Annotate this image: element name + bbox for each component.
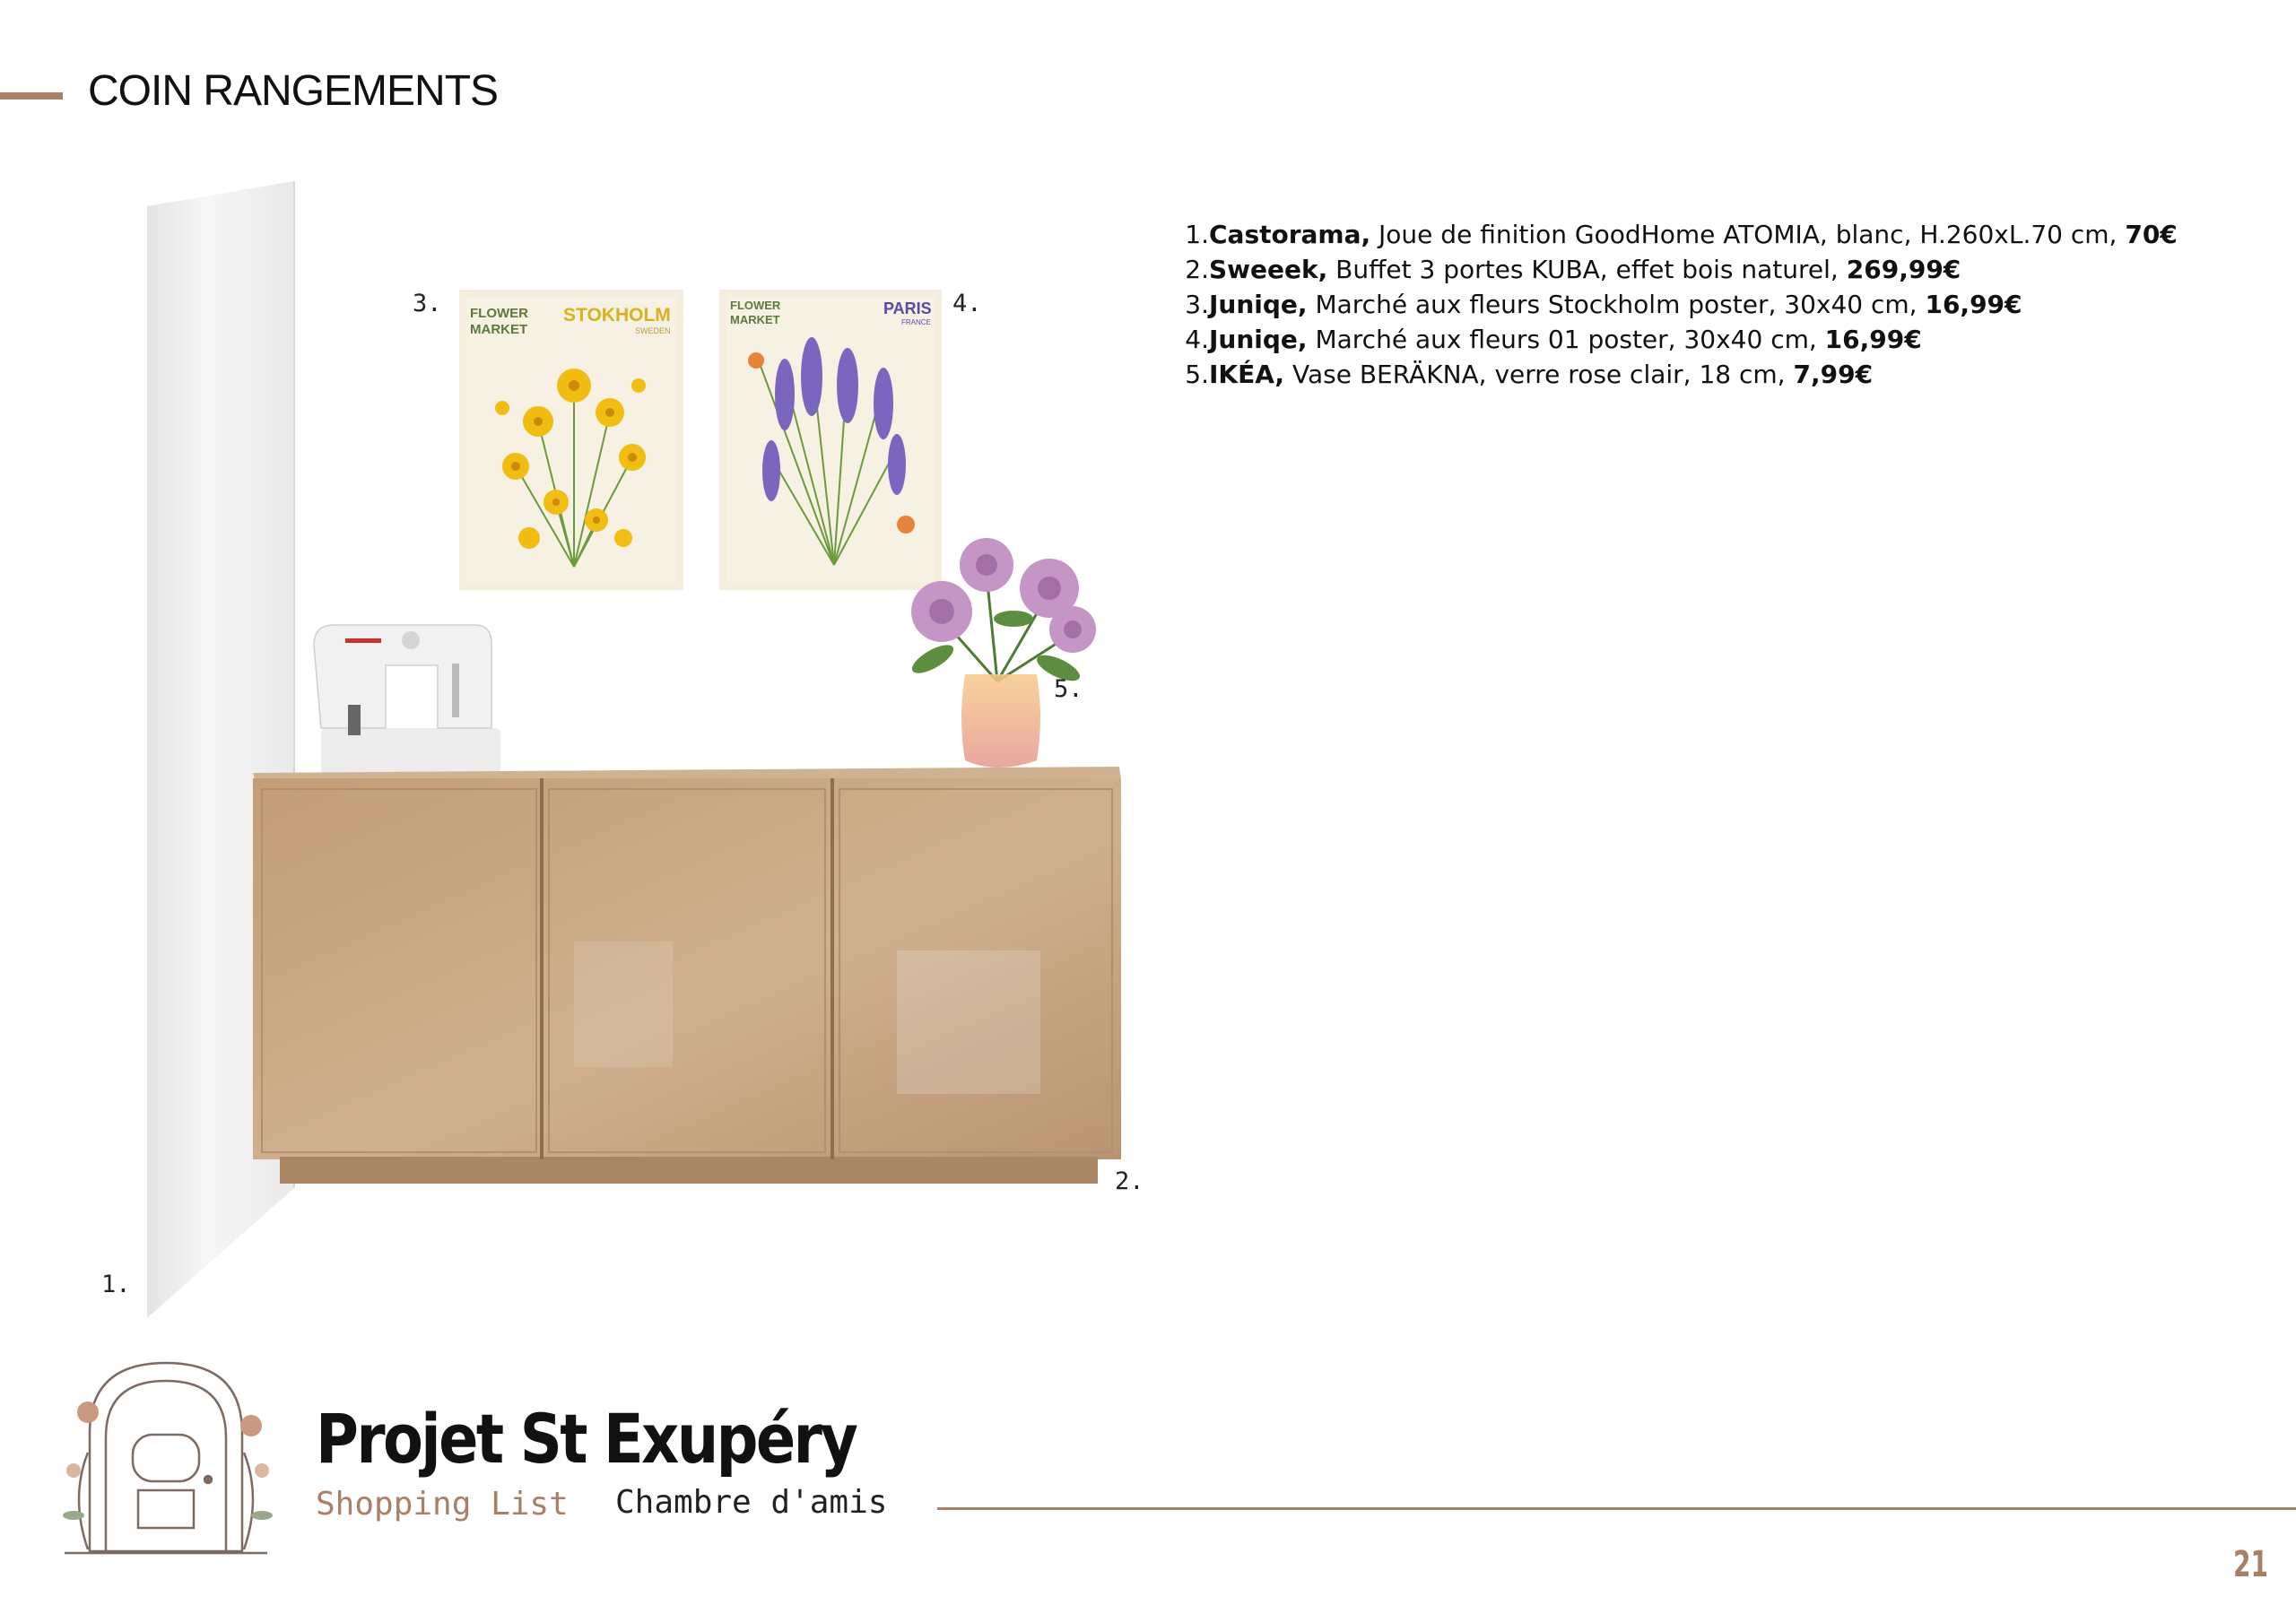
svg-text:MARKET: MARKET bbox=[730, 313, 780, 326]
poster-paris-right: PARIS bbox=[883, 299, 932, 317]
poster-stockholm bbox=[459, 290, 683, 590]
poster-paris-sub: FRANCE bbox=[901, 318, 931, 326]
shopping-item-list bbox=[1182, 217, 2178, 392]
poster-stockholm-right: STOKHOLM bbox=[563, 305, 671, 325]
label-5: 5. bbox=[1054, 675, 1083, 703]
project-title: Projet St Exupéry bbox=[316, 1399, 857, 1479]
list-item: 5.IKÉA, Vase BERÄKNA, verre rose clair, 18 cm, 7,99€ bbox=[1185, 360, 1874, 389]
poster-stockholm-sub: SWEDEN bbox=[635, 326, 671, 335]
label-3: 3. bbox=[413, 290, 442, 317]
svg-text:MARKET: MARKET bbox=[470, 322, 528, 337]
poster-paris bbox=[719, 290, 942, 590]
label-1: 1. bbox=[101, 1271, 131, 1298]
footer-subtitle: Shopping List bbox=[316, 1486, 569, 1523]
footer-room-name: Chambre d'amis bbox=[615, 1484, 888, 1521]
page-number: 21 bbox=[2233, 1544, 2268, 1585]
list-item: 1.Castorama, Joue de finition GoodHome ATOMIA, blanc, H.260xL.70 cm, 70€ bbox=[1185, 220, 2178, 249]
label-2: 2. bbox=[1115, 1167, 1144, 1195]
list-item: 2.Sweeek, Buffet 3 portes KUBA, effet bois naturel, 269,99€ bbox=[1185, 255, 1961, 284]
sewing-machine bbox=[314, 625, 500, 775]
door-emblem-logo bbox=[65, 1363, 267, 1553]
svg-text:FLOWER: FLOWER bbox=[730, 299, 781, 312]
list-item: 4.Juniqe, Marché aux fleurs 01 poster, 30x40 cm, 16,99€ bbox=[1185, 325, 1922, 354]
label-4: 4. bbox=[952, 290, 982, 317]
page-heading: COIN RANGEMENTS bbox=[88, 67, 499, 115]
poster-stockholm-left: FLOWER bbox=[470, 306, 528, 321]
sideboard bbox=[253, 767, 1121, 1184]
list-item: 3.Juniqe, Marché aux fleurs Stockholm poster, 30x40 cm, 16,99€ bbox=[1185, 290, 2022, 319]
footer-divider bbox=[937, 1507, 2296, 1510]
